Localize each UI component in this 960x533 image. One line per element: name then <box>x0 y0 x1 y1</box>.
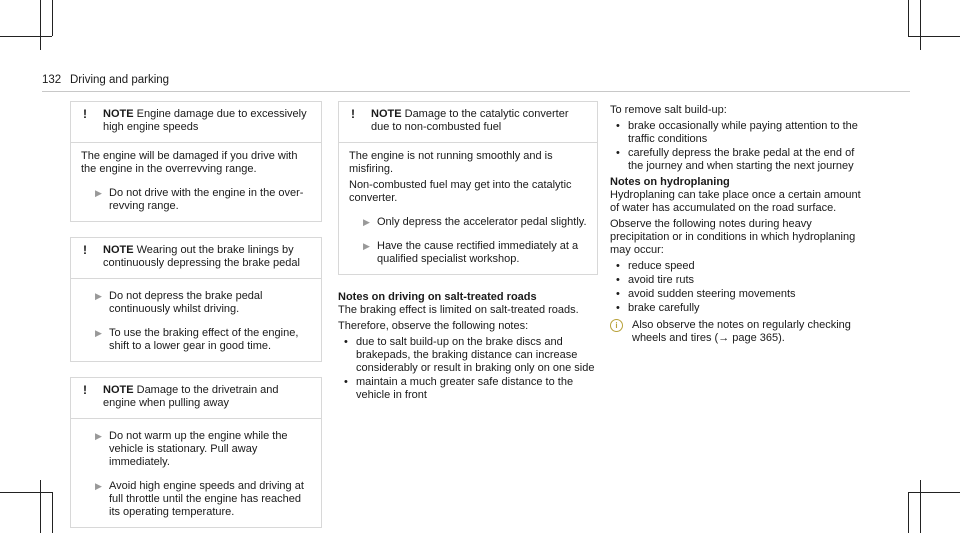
list-item-text: avoid tire ruts <box>628 274 695 286</box>
arrow-right-icon: ▶ <box>95 481 102 491</box>
notice-title: Damage to the drivetrain and engine when pulling away <box>103 384 279 409</box>
list-item-text: brake occasionally while paying attention to the traffic conditions <box>628 120 858 145</box>
list-item <box>610 302 872 315</box>
list-item <box>610 274 872 287</box>
arrow-right-icon: ▶ <box>95 328 102 338</box>
list-item <box>610 288 872 301</box>
arrow-right-icon: ▶ <box>95 188 102 198</box>
section-heading: Notes on driving on salt-treated roads <box>338 291 537 303</box>
crop-mark <box>40 0 41 50</box>
column-1 <box>70 101 322 528</box>
info-note <box>610 319 872 345</box>
notice-title: Damage to the catalytic converter due to non-combusted fuel <box>371 108 569 133</box>
step-text: Only depress the accelerator pedal slightly. <box>377 216 587 228</box>
list-item-text: reduce speed <box>628 260 695 272</box>
warning-icon: ! <box>351 107 355 121</box>
list-item-text: carefully depress the brake pedal at the end of the journey and when starting the next journey <box>628 147 855 172</box>
info-icon: i <box>610 319 623 332</box>
notice-brake-linings <box>70 237 322 362</box>
step-text: Avoid high engine speeds and driving at full throttle until the engine has reached its operating temperature. <box>109 480 304 518</box>
crop-mark <box>908 492 960 493</box>
notice-body <box>71 279 321 361</box>
step-text: Have the cause rectified immediately at a qualified specialist workshop. <box>377 240 579 265</box>
list-item-text: due to salt build-up on the brake discs and brakepads, the braking distance can increase considerably or result in braking only on one side <box>356 336 595 374</box>
step-text: Do not drive with the engine in the over-revving range. <box>109 187 304 212</box>
salt-roads-section <box>338 291 598 402</box>
paragraph: To remove salt build-up: <box>610 104 727 116</box>
notice-label: NOTE <box>103 384 134 396</box>
crop-mark <box>920 0 921 50</box>
crop-mark <box>920 480 921 533</box>
step <box>81 480 311 519</box>
step-text: Do not depress the brake pedal continuously whilst driving. <box>109 290 263 315</box>
list-item <box>610 147 872 173</box>
arrow-right-icon: ▶ <box>95 291 102 301</box>
notice-text: The engine will be damaged if you drive with the engine in the overrevving range. <box>81 150 298 175</box>
page-number: 132 <box>42 74 62 86</box>
list-item-text: maintain a much greater safe distance to the vehicle in front <box>356 376 574 401</box>
column-3 <box>610 104 872 345</box>
list-item <box>610 120 872 146</box>
step-text: Do not warm up the engine while the vehicle is stationary. Pull away immediately. <box>109 430 288 468</box>
bullet-icon: • <box>616 147 620 159</box>
paragraph: The braking effect is limited on salt-treated roads. <box>338 304 579 316</box>
notice-engine-speeds <box>70 101 322 222</box>
notice-header <box>71 102 321 143</box>
notice-body <box>339 143 597 274</box>
notice-label: NOTE <box>103 244 134 256</box>
notice-label: NOTE <box>371 108 402 120</box>
bullet-icon: • <box>344 336 348 348</box>
info-text: Also observe the notes on regularly checking wheels and tires (→ page 365). <box>632 319 851 344</box>
crop-mark <box>0 36 52 37</box>
list-item-text: brake carefully <box>628 302 700 314</box>
bullet-icon: • <box>616 288 620 300</box>
list-item-text: avoid sudden steering movements <box>628 288 796 300</box>
crop-mark <box>908 492 909 533</box>
notice-body <box>71 143 321 221</box>
paragraph: Therefore, observe the following notes: <box>338 320 529 332</box>
crop-mark <box>40 480 41 533</box>
bullet-icon: • <box>616 120 620 132</box>
step-text: To use the braking effect of the engine, shift to a lower gear in good time. <box>109 327 299 352</box>
notice-text: Non-combusted fuel may get into the catalytic converter. <box>349 179 572 204</box>
column-2 <box>338 101 598 403</box>
notice-label: NOTE <box>103 108 134 120</box>
paragraph: Observe the following notes during heavy precipitation or in conditions in which hydroplaning may occur: <box>610 218 856 256</box>
list-item <box>610 260 872 273</box>
notice-header <box>339 102 597 143</box>
warning-icon: ! <box>83 383 87 397</box>
arrow-right-icon: ▶ <box>363 241 370 251</box>
notice-text: The engine is not running smoothly and is misfiring. <box>349 150 553 175</box>
list-item <box>338 376 598 402</box>
warning-icon: ! <box>83 107 87 121</box>
notice-body <box>71 419 321 527</box>
bullet-icon: • <box>344 376 348 388</box>
crop-mark <box>0 492 52 493</box>
notice-drivetrain <box>70 377 322 528</box>
page-header <box>42 74 910 92</box>
notice-header <box>71 378 321 419</box>
warning-icon: ! <box>83 243 87 257</box>
notice-title: Engine damage due to excessively high engine speeds <box>103 108 307 133</box>
step <box>81 327 311 353</box>
arrow-right-icon: ▶ <box>363 217 370 227</box>
notice-catalytic-converter <box>338 101 598 275</box>
step <box>349 240 587 266</box>
paragraph: Hydroplaning can take place once a certain amount of water has accumulated on the road surface. <box>610 189 861 214</box>
bullet-icon: • <box>616 274 620 286</box>
step <box>81 187 311 213</box>
step <box>81 430 311 469</box>
section-heading: Notes on hydroplaning <box>610 176 730 188</box>
notice-header <box>71 238 321 279</box>
list-item <box>338 336 598 375</box>
crop-mark <box>52 0 53 36</box>
page-section-title: Driving and parking <box>70 74 170 86</box>
crop-mark <box>908 36 960 37</box>
bullet-icon: • <box>616 260 620 272</box>
crop-mark <box>908 0 909 36</box>
arrow-right-icon: ▶ <box>95 431 102 441</box>
step <box>349 216 587 229</box>
bullet-icon: • <box>616 302 620 314</box>
crop-mark <box>52 492 53 533</box>
notice-title: Wearing out the brake linings by continuously depressing the brake pedal <box>103 244 300 269</box>
step <box>81 290 311 316</box>
